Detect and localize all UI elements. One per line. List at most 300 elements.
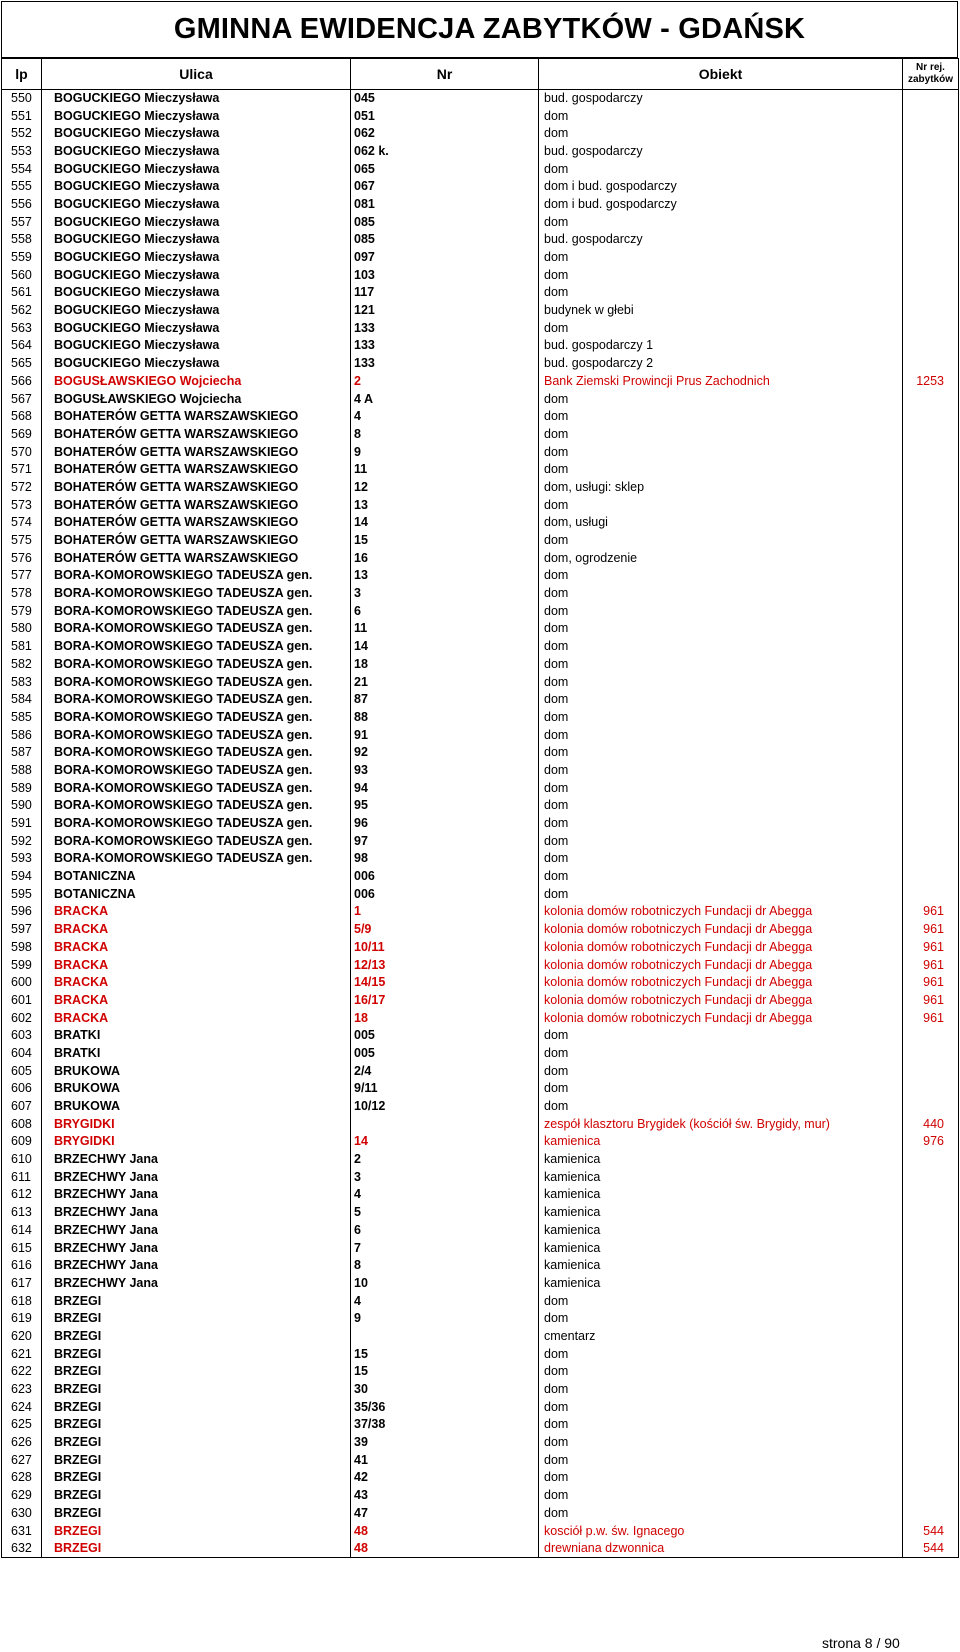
- cell-nr: 067: [351, 178, 539, 196]
- cell-ulica: BOGUCKIEGO Mieczysława: [42, 90, 351, 108]
- cell-ulica: BOGUCKIEGO Mieczysława: [42, 125, 351, 143]
- table-row: [2, 1257, 959, 1275]
- table-row: [2, 1292, 959, 1310]
- cell-ulica: BORA-KOMOROWSKIEGO TADEUSZA gen.: [42, 726, 351, 744]
- cell-nr: 15: [351, 532, 539, 550]
- cell-ulica: BOHATERÓW GETTA WARSZAWSKIEGO: [42, 443, 351, 461]
- cell-ulica: BORA-KOMOROWSKIEGO TADEUSZA gen.: [42, 850, 351, 868]
- cell-lp: 585: [2, 709, 42, 727]
- cell-lp: 559: [2, 249, 42, 267]
- cell-obiekt: kamienica: [539, 1186, 903, 1204]
- cell-nr-rej: [903, 1204, 959, 1222]
- cell-nr: 097: [351, 249, 539, 267]
- table-body: [2, 90, 959, 1558]
- cell-lp: 590: [2, 797, 42, 815]
- cell-obiekt: dom: [539, 1451, 903, 1469]
- cell-ulica: BRZEGI: [42, 1469, 351, 1487]
- cell-ulica: BORA-KOMOROWSKIEGO TADEUSZA gen.: [42, 797, 351, 815]
- table-row: [2, 1505, 959, 1523]
- cell-lp: 574: [2, 514, 42, 532]
- cell-ulica: BRATKI: [42, 1045, 351, 1063]
- cell-ulica: BRZEGI: [42, 1540, 351, 1558]
- cell-obiekt: dom: [539, 726, 903, 744]
- cell-obiekt: dom: [539, 638, 903, 656]
- cell-nr-rej: 961: [903, 939, 959, 957]
- cell-ulica: BORA-KOMOROWSKIEGO TADEUSZA gen.: [42, 762, 351, 780]
- cell-lp: 578: [2, 585, 42, 603]
- table-row: [2, 1328, 959, 1346]
- cell-ulica: BORA-KOMOROWSKIEGO TADEUSZA gen.: [42, 709, 351, 727]
- cell-nr: 10/11: [351, 939, 539, 957]
- cell-obiekt: drewniana dzwonnica: [539, 1540, 903, 1558]
- cell-nr: 4: [351, 408, 539, 426]
- cell-nr: 14/15: [351, 974, 539, 992]
- cell-nr: 2: [351, 1151, 539, 1169]
- cell-lp: 621: [2, 1345, 42, 1363]
- cell-obiekt: dom: [539, 1505, 903, 1523]
- cell-lp: 614: [2, 1222, 42, 1240]
- cell-lp: 610: [2, 1151, 42, 1169]
- cell-obiekt: dom: [539, 567, 903, 585]
- cell-nr: 39: [351, 1434, 539, 1452]
- table-row: [2, 691, 959, 709]
- cell-ulica: BOGUCKIEGO Mieczysława: [42, 160, 351, 178]
- cell-lp: 624: [2, 1398, 42, 1416]
- cell-nr: 13: [351, 567, 539, 585]
- cell-nr: 081: [351, 196, 539, 214]
- cell-lp: 561: [2, 284, 42, 302]
- cell-lp: 581: [2, 638, 42, 656]
- cell-nr: 045: [351, 90, 539, 108]
- cell-ulica: BOTANICZNA: [42, 885, 351, 903]
- cell-nr: 1: [351, 903, 539, 921]
- cell-lp: 613: [2, 1204, 42, 1222]
- cell-nr-rej: [903, 160, 959, 178]
- header-row: [2, 59, 959, 90]
- cell-lp: 591: [2, 815, 42, 833]
- cell-nr-rej: [903, 1328, 959, 1346]
- cell-obiekt: dom: [539, 284, 903, 302]
- cell-nr-rej: [903, 426, 959, 444]
- cell-lp: 597: [2, 921, 42, 939]
- cell-obiekt: dom: [539, 850, 903, 868]
- cell-nr: 065: [351, 160, 539, 178]
- cell-ulica: BORA-KOMOROWSKIEGO TADEUSZA gen.: [42, 638, 351, 656]
- cell-ulica: BORA-KOMOROWSKIEGO TADEUSZA gen.: [42, 815, 351, 833]
- cell-nr-rej: [903, 1045, 959, 1063]
- cell-ulica: BORA-KOMOROWSKIEGO TADEUSZA gen.: [42, 656, 351, 674]
- cell-nr: 37/38: [351, 1416, 539, 1434]
- cell-nr-rej: [903, 673, 959, 691]
- cell-lp: 588: [2, 762, 42, 780]
- cell-lp: 560: [2, 266, 42, 284]
- table-row: [2, 974, 959, 992]
- table-row: [2, 1381, 959, 1399]
- cell-nr: 005: [351, 1027, 539, 1045]
- cell-nr: 8: [351, 1257, 539, 1275]
- cell-ulica: BRZEGI: [42, 1416, 351, 1434]
- cell-obiekt: dom, usługi: [539, 514, 903, 532]
- cell-obiekt: dom: [539, 885, 903, 903]
- cell-nr-rej: 961: [903, 903, 959, 921]
- header-ulica: Ulica: [42, 59, 351, 90]
- cell-lp: 586: [2, 726, 42, 744]
- table-row: [2, 850, 959, 868]
- cell-nr-rej: [903, 1398, 959, 1416]
- cell-obiekt: kamienica: [539, 1239, 903, 1257]
- cell-nr-rej: [903, 213, 959, 231]
- cell-ulica: BRYGIDKI: [42, 1133, 351, 1151]
- cell-obiekt: dom: [539, 1292, 903, 1310]
- cell-lp: 594: [2, 868, 42, 886]
- table-row: [2, 567, 959, 585]
- cell-nr: 3: [351, 585, 539, 603]
- cell-obiekt: dom: [539, 620, 903, 638]
- cell-lp: 565: [2, 355, 42, 373]
- cell-nr-rej: [903, 231, 959, 249]
- cell-nr-rej: [903, 337, 959, 355]
- cell-nr-rej: [903, 90, 959, 108]
- cell-lp: 629: [2, 1487, 42, 1505]
- cell-obiekt: dom: [539, 1434, 903, 1452]
- cell-obiekt: dom: [539, 266, 903, 284]
- cell-nr: 006: [351, 868, 539, 886]
- cell-nr: 2: [351, 373, 539, 391]
- cell-lp: 579: [2, 602, 42, 620]
- cell-ulica: BRZEGI: [42, 1398, 351, 1416]
- cell-nr-rej: [903, 178, 959, 196]
- cell-lp: 563: [2, 319, 42, 337]
- table-row: [2, 355, 959, 373]
- cell-nr-rej: 544: [903, 1522, 959, 1540]
- cell-nr-rej: [903, 620, 959, 638]
- cell-ulica: BRZEGI: [42, 1345, 351, 1363]
- cell-lp: 564: [2, 337, 42, 355]
- cell-obiekt: kamienica: [539, 1151, 903, 1169]
- cell-nr: 103: [351, 266, 539, 284]
- cell-nr: 92: [351, 744, 539, 762]
- table-row: [2, 1363, 959, 1381]
- cell-nr-rej: [903, 355, 959, 373]
- table-row: [2, 514, 959, 532]
- cell-lp: 571: [2, 461, 42, 479]
- table-row: [2, 1416, 959, 1434]
- cell-nr-rej: [903, 1098, 959, 1116]
- cell-ulica: BRUKOWA: [42, 1062, 351, 1080]
- cell-obiekt: dom: [539, 1045, 903, 1063]
- cell-lp: 602: [2, 1009, 42, 1027]
- cell-nr: 085: [351, 213, 539, 231]
- cell-lp: 605: [2, 1062, 42, 1080]
- table-row: [2, 656, 959, 674]
- cell-nr: 18: [351, 1009, 539, 1027]
- cell-nr: 133: [351, 355, 539, 373]
- cell-lp: 618: [2, 1292, 42, 1310]
- cell-ulica: BORA-KOMOROWSKIEGO TADEUSZA gen.: [42, 691, 351, 709]
- cell-nr: 14: [351, 514, 539, 532]
- table-row: [2, 1186, 959, 1204]
- register-sheet: [1, 1, 958, 1558]
- cell-ulica: BRZECHWY Jana: [42, 1257, 351, 1275]
- cell-ulica: BRACKA: [42, 974, 351, 992]
- cell-ulica: BORA-KOMOROWSKIEGO TADEUSZA gen.: [42, 744, 351, 762]
- cell-nr-rej: [903, 709, 959, 727]
- cell-ulica: BOTANICZNA: [42, 868, 351, 886]
- table-row: [2, 1239, 959, 1257]
- cell-nr-rej: [903, 1451, 959, 1469]
- cell-nr-rej: 961: [903, 956, 959, 974]
- cell-ulica: BORA-KOMOROWSKIEGO TADEUSZA gen.: [42, 585, 351, 603]
- page-title: GMINNA EWIDENCJA ZABYTKÓW - GDAŃSK: [173, 13, 806, 45]
- cell-obiekt: dom: [539, 762, 903, 780]
- cell-ulica: BORA-KOMOROWSKIEGO TADEUSZA gen.: [42, 832, 351, 850]
- cell-nr: 7: [351, 1239, 539, 1257]
- cell-lp: 572: [2, 479, 42, 497]
- cell-obiekt: dom: [539, 249, 903, 267]
- cell-ulica: BOGUCKIEGO Mieczysława: [42, 178, 351, 196]
- cell-nr-rej: [903, 656, 959, 674]
- cell-nr-rej: [903, 1151, 959, 1169]
- cell-nr: 35/36: [351, 1398, 539, 1416]
- cell-obiekt: bud. gospodarczy: [539, 231, 903, 249]
- cell-nr-rej: [903, 1239, 959, 1257]
- table-row: [2, 956, 959, 974]
- cell-nr-rej: [903, 602, 959, 620]
- cell-obiekt: dom: [539, 1363, 903, 1381]
- cell-nr-rej: [903, 1487, 959, 1505]
- cell-nr-rej: [903, 302, 959, 320]
- cell-lp: 596: [2, 903, 42, 921]
- cell-lp: 558: [2, 231, 42, 249]
- cell-lp: 592: [2, 832, 42, 850]
- cell-nr: 062 k.: [351, 143, 539, 161]
- table-row: [2, 443, 959, 461]
- cell-lp: 617: [2, 1275, 42, 1293]
- cell-ulica: BRZECHWY Jana: [42, 1186, 351, 1204]
- cell-obiekt: dom: [539, 868, 903, 886]
- cell-obiekt: dom: [539, 602, 903, 620]
- cell-ulica: BRZEGI: [42, 1310, 351, 1328]
- cell-ulica: BRZEGI: [42, 1434, 351, 1452]
- table-row: [2, 815, 959, 833]
- cell-obiekt: kolonia domów robotniczych Fundacji dr Abegga: [539, 992, 903, 1010]
- cell-nr: 16: [351, 549, 539, 567]
- cell-obiekt: dom: [539, 709, 903, 727]
- cell-ulica: BRZEGI: [42, 1451, 351, 1469]
- cell-obiekt: kosciół p.w. św. Ignacego: [539, 1522, 903, 1540]
- cell-ulica: BOGUCKIEGO Mieczysława: [42, 213, 351, 231]
- table-row: [2, 939, 959, 957]
- cell-nr-rej: [903, 585, 959, 603]
- cell-nr: 18: [351, 656, 539, 674]
- cell-obiekt: dom: [539, 797, 903, 815]
- cell-lp: 620: [2, 1328, 42, 1346]
- cell-lp: 551: [2, 107, 42, 125]
- header-obiekt: Obiekt: [539, 59, 903, 90]
- cell-obiekt: dom: [539, 1345, 903, 1363]
- cell-ulica: BOGUCKIEGO Mieczysława: [42, 143, 351, 161]
- cell-nr-rej: [903, 1062, 959, 1080]
- cell-ulica: BRATKI: [42, 1027, 351, 1045]
- cell-lp: 582: [2, 656, 42, 674]
- cell-ulica: BRZEGI: [42, 1292, 351, 1310]
- cell-lp: 598: [2, 939, 42, 957]
- cell-nr: 121: [351, 302, 539, 320]
- cell-nr-rej: [903, 1434, 959, 1452]
- table-row: [2, 302, 959, 320]
- cell-ulica: BRZECHWY Jana: [42, 1222, 351, 1240]
- cell-nr: 43: [351, 1487, 539, 1505]
- table-row: [2, 921, 959, 939]
- table-row: [2, 797, 959, 815]
- cell-nr: 41: [351, 1451, 539, 1469]
- cell-nr-rej: [903, 514, 959, 532]
- cell-nr: 12/13: [351, 956, 539, 974]
- cell-ulica: BRACKA: [42, 921, 351, 939]
- cell-obiekt: dom, usługi: sklep: [539, 479, 903, 497]
- cell-nr-rej: [903, 408, 959, 426]
- table-row: [2, 903, 959, 921]
- cell-ulica: BRZECHWY Jana: [42, 1239, 351, 1257]
- cell-obiekt: dom: [539, 1416, 903, 1434]
- cell-obiekt: kolonia domów robotniczych Fundacji dr Abegga: [539, 939, 903, 957]
- cell-nr-rej: [903, 779, 959, 797]
- cell-nr: 4: [351, 1292, 539, 1310]
- cell-obiekt: kamienica: [539, 1168, 903, 1186]
- cell-obiekt: dom: [539, 656, 903, 674]
- cell-nr-rej: [903, 1222, 959, 1240]
- cell-nr: [351, 1328, 539, 1346]
- cell-nr-rej: [903, 461, 959, 479]
- cell-obiekt: dom: [539, 832, 903, 850]
- cell-ulica: BRACKA: [42, 939, 351, 957]
- cell-lp: 599: [2, 956, 42, 974]
- table-row: [2, 673, 959, 691]
- cell-nr: 87: [351, 691, 539, 709]
- cell-nr-rej: [903, 638, 959, 656]
- table-row: [2, 461, 959, 479]
- cell-obiekt: dom: [539, 1469, 903, 1487]
- cell-lp: 622: [2, 1363, 42, 1381]
- cell-obiekt: dom: [539, 319, 903, 337]
- cell-lp: 552: [2, 125, 42, 143]
- table-row: [2, 284, 959, 302]
- cell-lp: 626: [2, 1434, 42, 1452]
- cell-obiekt: dom: [539, 691, 903, 709]
- table-row: [2, 1133, 959, 1151]
- table-row: [2, 1434, 959, 1452]
- cell-obiekt: bud. gospodarczy: [539, 90, 903, 108]
- cell-nr-rej: [903, 143, 959, 161]
- cell-lp: 569: [2, 426, 42, 444]
- cell-ulica: BRZEGI: [42, 1381, 351, 1399]
- table-row: [2, 868, 959, 886]
- cell-lp: 625: [2, 1416, 42, 1434]
- cell-obiekt: cmentarz: [539, 1328, 903, 1346]
- cell-obiekt: kamienica: [539, 1204, 903, 1222]
- cell-nr-rej: [903, 125, 959, 143]
- cell-ulica: BRACKA: [42, 956, 351, 974]
- cell-lp: 609: [2, 1133, 42, 1151]
- cell-nr: 6: [351, 1222, 539, 1240]
- cell-lp: 628: [2, 1469, 42, 1487]
- cell-nr-rej: [903, 744, 959, 762]
- cell-lp: 562: [2, 302, 42, 320]
- cell-nr: 93: [351, 762, 539, 780]
- cell-nr-rej: [903, 1186, 959, 1204]
- cell-ulica: BOGUCKIEGO Mieczysława: [42, 319, 351, 337]
- cell-lp: 556: [2, 196, 42, 214]
- cell-nr: 062: [351, 125, 539, 143]
- cell-obiekt: kolonia domów robotniczych Fundacji dr Abegga: [539, 974, 903, 992]
- cell-nr: 2/4: [351, 1062, 539, 1080]
- table-row: [2, 1080, 959, 1098]
- cell-nr: 117: [351, 284, 539, 302]
- cell-obiekt: dom: [539, 107, 903, 125]
- cell-nr-rej: [903, 1381, 959, 1399]
- cell-nr: 94: [351, 779, 539, 797]
- table-row: [2, 1522, 959, 1540]
- cell-obiekt: bud. gospodarczy: [539, 143, 903, 161]
- table-row: [2, 90, 959, 108]
- table-row: [2, 585, 959, 603]
- cell-nr-rej: [903, 249, 959, 267]
- table-row: [2, 1487, 959, 1505]
- cell-nr: 30: [351, 1381, 539, 1399]
- cell-nr-rej: [903, 443, 959, 461]
- cell-obiekt: budynek w głebi: [539, 302, 903, 320]
- header-nr: Nr: [351, 59, 539, 90]
- cell-obiekt: dom i bud. gospodarczy: [539, 178, 903, 196]
- cell-nr-rej: [903, 1275, 959, 1293]
- cell-ulica: BOHATERÓW GETTA WARSZAWSKIEGO: [42, 408, 351, 426]
- cell-obiekt: dom: [539, 1381, 903, 1399]
- cell-nr: 15: [351, 1345, 539, 1363]
- cell-nr-rej: [903, 885, 959, 903]
- cell-nr: 5: [351, 1204, 539, 1222]
- cell-lp: 623: [2, 1381, 42, 1399]
- cell-ulica: BRZEGI: [42, 1487, 351, 1505]
- cell-ulica: BOHATERÓW GETTA WARSZAWSKIEGO: [42, 496, 351, 514]
- cell-lp: 607: [2, 1098, 42, 1116]
- table-row: [2, 726, 959, 744]
- cell-lp: 554: [2, 160, 42, 178]
- cell-nr-rej: [903, 532, 959, 550]
- cell-ulica: BOHATERÓW GETTA WARSZAWSKIEGO: [42, 461, 351, 479]
- cell-nr: 4: [351, 1186, 539, 1204]
- table-row: [2, 337, 959, 355]
- table-row: [2, 762, 959, 780]
- cell-nr-rej: 976: [903, 1133, 959, 1151]
- cell-obiekt: dom: [539, 673, 903, 691]
- table-row: [2, 319, 959, 337]
- cell-nr: [351, 1115, 539, 1133]
- cell-nr: 085: [351, 231, 539, 249]
- cell-obiekt: bud. gospodarczy 2: [539, 355, 903, 373]
- table-row: [2, 1204, 959, 1222]
- cell-nr: 97: [351, 832, 539, 850]
- page-number: strona 8 / 90: [822, 1635, 900, 1651]
- table-row: [2, 426, 959, 444]
- cell-nr: 6: [351, 602, 539, 620]
- cell-lp: 587: [2, 744, 42, 762]
- cell-lp: 576: [2, 549, 42, 567]
- cell-lp: 557: [2, 213, 42, 231]
- cell-obiekt: dom, ogrodzenie: [539, 549, 903, 567]
- cell-obiekt: dom: [539, 1098, 903, 1116]
- table-row: [2, 125, 959, 143]
- cell-nr-rej: [903, 319, 959, 337]
